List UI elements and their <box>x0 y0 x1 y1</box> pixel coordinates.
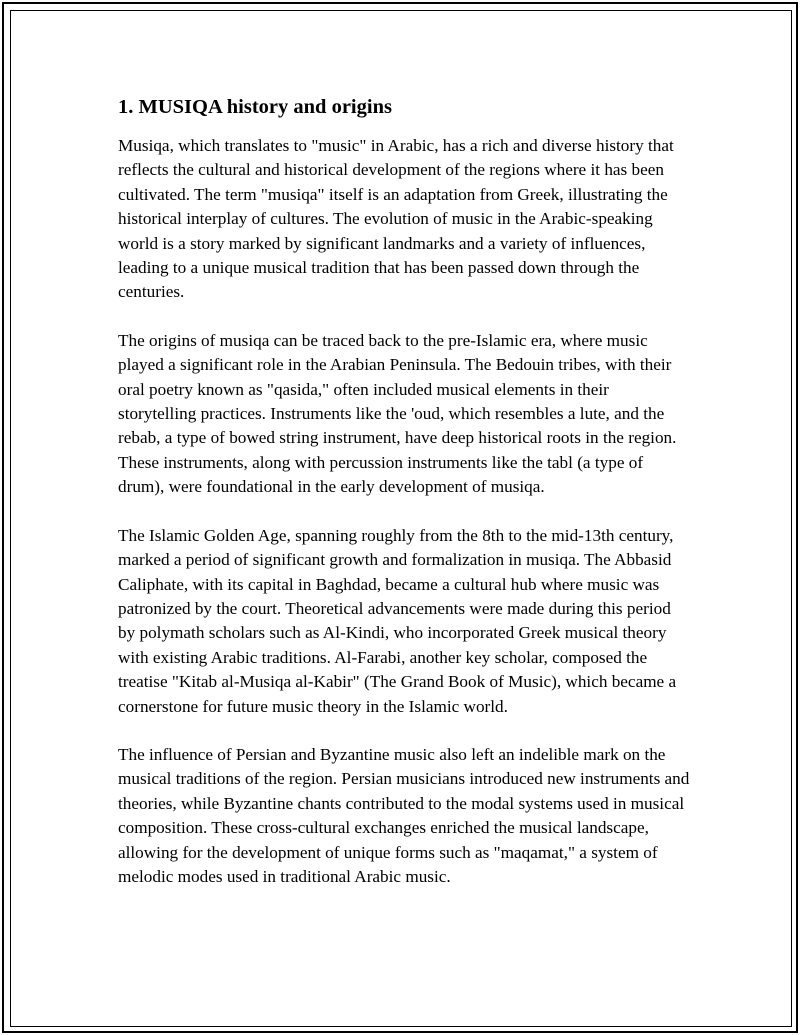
paragraph-islamic-golden-age: The Islamic Golden Age, spanning roughly from the 8th to the mid-13th century, marked a period of significant growth and formalization in musiqa. The Abbasid Caliphate, with its capital in Baghdad, became a cultural hub where music was patronized by the court. Theoretical advancements were made during this period by polymath scholars such as Al-Kindi, who incorporated Greek musical theory with existing Arabic traditions. Al-Farabi, another key scholar, composed the treatise "Kitab al-Musiqa al-Kabir" (The Grand Book of Music), which became a cornerstone for future music theory in the Islamic world. <box>118 525 677 716</box>
paragraph-persian-byzantine-influence: The influence of Persian and Byzantine music also left an indelible mark on the musical traditions of the region. Persian musicians introduced new instruments and theories, while Byzantine chants contributed to the modal systems used in musical composition. These cross-cultural exchanges enriched the musical landscape, allowing for the development of unique forms such as "maqamat," a system of melodic modes used in traditional Arabic music. <box>118 744 690 886</box>
paragraph-introduction: Musiqa, which translates to "music" in Arabic, has a rich and diverse history that reflects the cultural and historical development of the regions where it has been cultivated. The term "musiqa" itself is an adaptation from Greek, illustrating the historical interplay of cultures. The evolution of music in the Arabic-speaking world is a story marked by significant landmarks and a variety of influences, leading to a unique musical tradition that has been passed down through the centuries. <box>118 136 674 302</box>
section-heading: 1. MUSIQA history and origins <box>118 96 392 118</box>
document-body <box>118 94 690 913</box>
paragraph-pre-islamic-origins: The origins of musiqa can be traced back to the pre-Islamic era, where music played a significant role in the Arabian Peninsula. The Bedouin tribes, with their oral poetry known as "qasida," often included musical elements in their storytelling practices. Instruments like the 'oud, which resembles a lute, and the rebab, a type of bowed string instrument, have deep historical roots in the region. These instruments, along with percussion instruments like the tabl (a type of drum), were foundational in the early development of musiqa. <box>118 330 677 497</box>
